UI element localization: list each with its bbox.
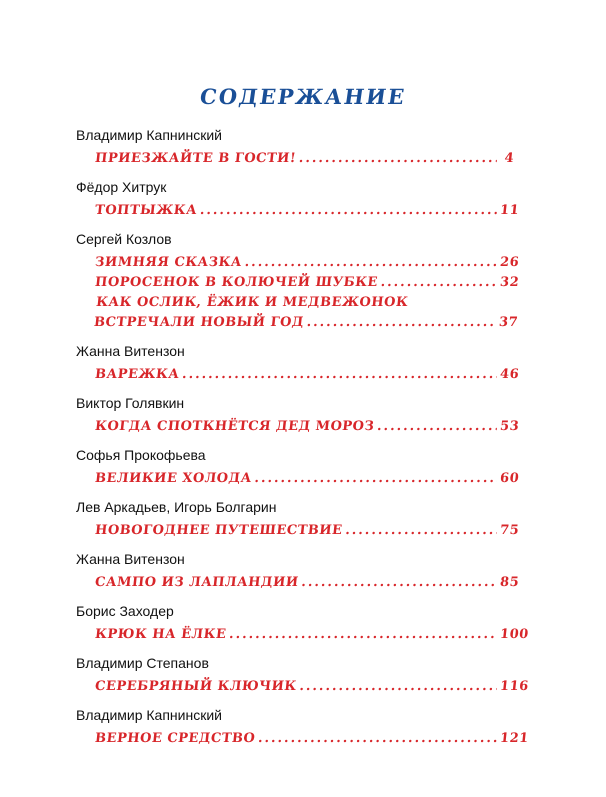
dot-leader <box>300 573 498 593</box>
author-group <box>76 446 526 489</box>
author-group <box>76 394 526 437</box>
page-number: 85 <box>499 575 520 590</box>
author-name: Владимир Капнинский <box>76 707 222 723</box>
dot-leader <box>344 521 498 541</box>
author-group <box>76 230 526 333</box>
toc-entry[interactable] <box>93 293 519 333</box>
page-number: 46 <box>499 367 520 382</box>
table-of-contents <box>76 126 530 758</box>
dot-leader <box>376 417 498 437</box>
toc-entry[interactable] <box>94 273 520 293</box>
toc-entry[interactable] <box>94 149 515 169</box>
toc-entry[interactable] <box>94 201 520 221</box>
toc-entry[interactable] <box>94 417 520 437</box>
dot-leader <box>298 149 498 169</box>
entry-title: ПОРОСЕНОК В КОЛЮЧЕЙ ШУБКЕ <box>94 275 379 290</box>
author-group <box>76 126 526 169</box>
dot-leader <box>228 625 498 645</box>
toc-entry[interactable] <box>94 469 520 489</box>
entry-row <box>94 729 530 749</box>
entry-title: ПРИЕЗЖАЙТЕ В ГОСТИ! <box>94 151 297 166</box>
entry-title: ЗИМНЯЯ СКАЗКА <box>94 255 243 270</box>
page-number: 26 <box>499 255 520 270</box>
entry-row <box>94 625 530 645</box>
page-number: 116 <box>499 679 530 694</box>
toc-entry[interactable] <box>94 625 530 645</box>
entry-row <box>94 253 520 273</box>
dot-leader <box>244 253 498 273</box>
dot-leader <box>254 469 498 489</box>
toc-entry[interactable] <box>94 521 520 541</box>
dot-leader <box>306 313 497 333</box>
entry-title: ВАРЕЖКА <box>94 367 181 382</box>
dot-leader <box>257 729 498 749</box>
author-group <box>76 498 526 541</box>
entry-row <box>94 417 520 437</box>
entry-title: КРЮК НА ЁЛКЕ <box>94 627 228 642</box>
author-group <box>76 602 530 645</box>
entry-row <box>94 273 520 293</box>
author-name: Жанна Витензон <box>76 343 185 359</box>
entry-row <box>93 313 519 333</box>
page-number: 4 <box>503 151 515 166</box>
entry-title: КОГДА СПОТКНЁТСЯ ДЕД МОРОЗ <box>94 419 376 434</box>
entry-title: ВЕЛИКИЕ ХОЛОДА <box>94 471 253 486</box>
entry-title: ВЕРНОЕ СРЕДСТВО <box>94 731 256 746</box>
dot-leader <box>199 201 498 221</box>
author-name: Виктор Голявкин <box>76 395 185 411</box>
author-name: Жанна Витензон <box>76 551 185 567</box>
author-name: Борис Заходер <box>76 603 174 619</box>
entry-row <box>94 469 520 489</box>
entry-title-line: КАК ОСЛИК, ЁЖИК И МЕДВЕЖОНОК <box>95 295 409 310</box>
entry-row <box>94 573 520 593</box>
toc-entry[interactable] <box>94 573 520 593</box>
entry-row <box>94 521 520 541</box>
toc-entry[interactable] <box>94 253 520 273</box>
author-name: Владимир Степанов <box>76 655 209 671</box>
entry-title: ТОПТЫЖКА <box>94 203 198 218</box>
page-number: 32 <box>499 275 520 290</box>
author-group <box>76 342 526 385</box>
dot-leader <box>298 677 498 697</box>
entry-row <box>94 365 520 385</box>
dot-leader <box>380 273 498 293</box>
author-group <box>76 654 530 697</box>
dot-leader <box>181 365 498 385</box>
page-number: 37 <box>498 315 519 330</box>
toc-entry[interactable] <box>94 729 530 749</box>
entry-title: САМПО ИЗ ЛАПЛАНДИИ <box>94 575 300 590</box>
author-group <box>76 178 526 221</box>
toc-entry[interactable] <box>94 365 520 385</box>
page-number: 100 <box>499 627 530 642</box>
author-name: Сергей Козлов <box>76 231 172 247</box>
entry-title: НОВОГОДНЕЕ ПУТЕШЕСТВИЕ <box>94 523 344 538</box>
entry-row <box>94 677 530 697</box>
toc-entry[interactable] <box>94 677 530 697</box>
author-group <box>76 550 526 593</box>
entry-title: СЕРЕБРЯНЫЙ КЛЮЧИК <box>94 679 298 694</box>
author-name: Владимир Капнинский <box>76 127 222 143</box>
entry-row <box>94 201 520 221</box>
author-group <box>76 706 530 749</box>
page-number: 121 <box>499 731 530 746</box>
author-name: Лев Аркадьев, Игорь Болгарин <box>76 499 277 515</box>
entry-row <box>94 149 515 169</box>
page-number: 60 <box>499 471 520 486</box>
author-name: Фёдор Хитрук <box>76 179 167 195</box>
page-number: 75 <box>499 523 520 538</box>
page-title: СОДЕРЖАНИЕ <box>198 84 408 109</box>
entry-title: ВСТРЕЧАЛИ НОВЫЙ ГОД <box>93 315 305 330</box>
page-number: 53 <box>499 419 520 434</box>
page-number: 11 <box>499 203 520 218</box>
author-name: Софья Прокофьева <box>76 447 206 463</box>
